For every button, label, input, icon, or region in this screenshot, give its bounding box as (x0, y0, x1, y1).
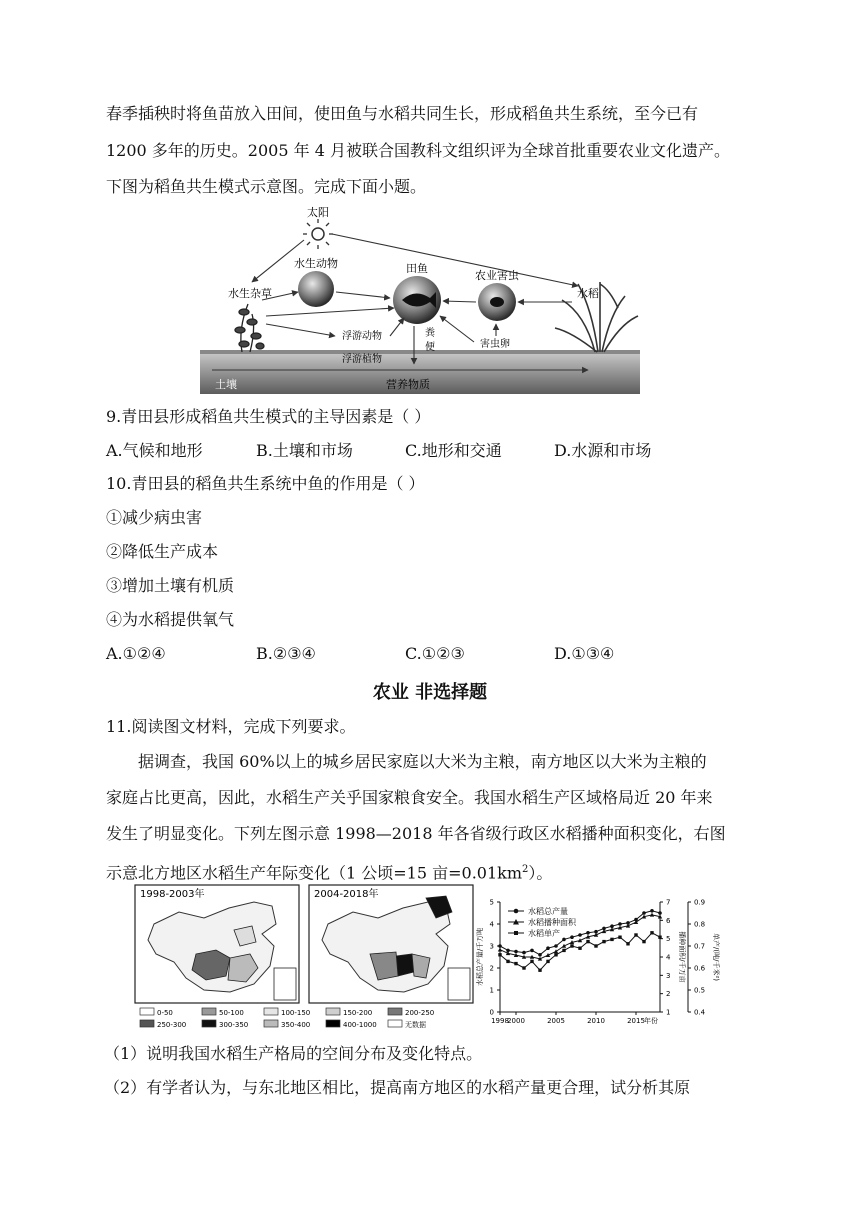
x-tick-label: 2010 (587, 1017, 605, 1025)
intro-line-1: 春季插秧时将鱼苗放入田间，使田鱼与水稻共同生长，形成稻鱼共生系统，至今已有 (106, 104, 699, 123)
q11-para-line-2: 家庭占比更高，因此，水稻生产关乎国家粮食安全。我国水稻生产区域格局近 20 年来 (106, 788, 713, 807)
q11-para-line-1: 据调查，我国 60%以上的城乡居民家庭以大米为主粮，南方地区以大米为主粮的 (138, 752, 707, 771)
section-heading: 农业 非选择题 (372, 682, 488, 703)
point-right (578, 947, 581, 950)
q10-option-b[interactable]: B.②③④ (256, 644, 316, 663)
map-legend (140, 1008, 434, 1029)
q10-item-4: ④为水稻提供氧气 (106, 610, 235, 629)
map-title-left: 1998-2003年 (140, 889, 205, 900)
rice-production-chart (474, 896, 720, 1030)
aquatic-animals-label: 水生动物 (294, 257, 338, 270)
middle-tick-label: 6 (666, 916, 671, 925)
point-right (562, 949, 565, 952)
right-tick-label: 0.5 (694, 986, 706, 995)
legend-7: 350-400 (281, 1021, 311, 1029)
q10-item-2: ②降低生产成本 (106, 542, 219, 561)
chart-series (498, 909, 662, 972)
point-right (602, 940, 605, 943)
pests-label: 农业害虫 (475, 269, 519, 282)
point-right (642, 940, 645, 943)
q11-para-line-4-text: 示意北方地区水稻生产年际变化（1 公顷=15 亩=0.01km (106, 863, 523, 883)
middle-tick-label: 7 (666, 898, 671, 907)
point-right (538, 969, 541, 972)
chart-legend-area: 水稻播种面积 (528, 918, 576, 927)
rice-fish-diagram (200, 204, 640, 394)
q11-para-line-4 (106, 859, 552, 884)
point-right (570, 944, 573, 947)
point-left (530, 949, 534, 953)
left-tick-label: 5 (489, 898, 494, 907)
left-tick-label: 3 (489, 942, 494, 951)
point-right (586, 940, 589, 943)
point-left (570, 935, 574, 939)
point-left (522, 951, 526, 955)
point-right (618, 936, 621, 939)
rice-label: 水稻 (577, 287, 599, 300)
chart-axes (475, 899, 720, 1026)
right-tick-label: 0.4 (694, 1008, 706, 1017)
q11-para-line-3: 发生了明显变化。下列左图示意 1998—2018 年各省级行政区水稻播种面积变化，右图 (106, 824, 726, 843)
point-left (538, 953, 542, 957)
sun-icon (303, 219, 333, 249)
point-left (650, 909, 654, 913)
point-middle (650, 913, 654, 917)
aquatic-animals-node (298, 271, 334, 307)
right-axis-title: 单产/(吨/千米²) (712, 933, 720, 981)
right-tick-label: 0.8 (694, 920, 706, 929)
point-left (554, 944, 558, 948)
point-right (658, 936, 661, 939)
point-left (618, 922, 622, 926)
bug-icon (490, 297, 504, 307)
middle-axis-title: 播种面积/千万亩 (678, 931, 686, 983)
q10-stem: 10.青田县的稻鱼共生系统中鱼的作用是（ ） (106, 474, 425, 493)
x-tick-label: 2015 (627, 1017, 645, 1025)
legend-5: 250-300 (157, 1021, 187, 1029)
point-right (506, 960, 509, 963)
point-right (626, 942, 629, 945)
q10-option-c[interactable]: C.①②③ (405, 644, 465, 663)
right-tick-label: 0.9 (694, 898, 706, 907)
superscript-2: 2 (522, 864, 529, 875)
middle-tick-label: 5 (666, 935, 671, 944)
q10-option-d[interactable]: D.①③④ (554, 644, 615, 663)
point-right (634, 933, 637, 936)
middle-tick-label: 4 (666, 953, 671, 962)
legend-4: 200-250 (405, 1009, 435, 1017)
q10-option-a[interactable]: A.①②④ (106, 644, 166, 663)
legend-marker-circle (514, 909, 519, 914)
legend-9: 无数据 (405, 1021, 426, 1029)
intro-line-2: 1200 多年的历史。2005 年 4 月被联合国教科文组织评为全球首批重要农业文化遗产。 (106, 141, 730, 160)
point-middle (498, 947, 502, 951)
q9-option-b[interactable]: B.土壤和市场 (256, 441, 353, 460)
chart-legend-total: 水稻总产量 (528, 907, 568, 916)
q9-option-d[interactable]: D.水源和市场 (554, 441, 652, 460)
middle-tick-label: 2 (666, 990, 671, 999)
point-left (546, 946, 550, 950)
point-left (514, 950, 518, 954)
legend-1: 50-100 (219, 1009, 244, 1017)
point-right (522, 966, 525, 969)
legend-6: 300-350 (219, 1021, 249, 1029)
point-left (498, 944, 502, 948)
legend-marker-square (514, 931, 518, 935)
x-tick-label: 2000 (507, 1017, 525, 1025)
point-left (586, 931, 590, 935)
right-tick-label: 0.7 (694, 942, 706, 951)
right-tick-label: 0.6 (694, 964, 706, 973)
legend-8: 400-1000 (343, 1021, 377, 1029)
weed-icon (235, 304, 264, 352)
nutrients-label: 营养物质 (386, 378, 430, 391)
q11-para-line-4-end: ）。 (528, 863, 553, 883)
middle-tick-label: 3 (666, 971, 671, 980)
legend-0: 0-50 (157, 1009, 173, 1017)
x-axis-title: 年份 (644, 1017, 658, 1025)
q9-option-c[interactable]: C.地形和交通 (405, 441, 502, 460)
rice-area-maps (134, 884, 474, 1030)
point-right (594, 944, 597, 947)
x-tick-label: 1998 (491, 1017, 509, 1025)
weeds-label: 水生杂草 (228, 287, 272, 300)
legend-3: 150-200 (343, 1009, 373, 1017)
field-fish-label: 田鱼 (406, 262, 428, 275)
x-tick-label: 2005 (547, 1017, 565, 1025)
point-left (578, 933, 582, 937)
left-axis-title: 水稻总产量/千万吨 (476, 927, 484, 987)
q9-stem: 9.青田县形成稻鱼共生模式的主导因素是（ ） (106, 407, 431, 426)
q9-option-a[interactable]: A.气候和地形 (106, 441, 203, 460)
left-tick-label: 0 (489, 1008, 494, 1017)
manure-label-2: 便 (425, 342, 435, 353)
chart-legend (508, 906, 577, 938)
middle-tick-label: 1 (666, 1008, 671, 1017)
point-left (642, 911, 646, 915)
point-right (546, 960, 549, 963)
sun-label: 太阳 (307, 206, 329, 219)
pest-eggs-label: 害虫卵 (480, 339, 510, 350)
q10-item-3: ③增加土壤有机质 (106, 576, 235, 595)
left-tick-label: 1 (489, 986, 494, 995)
point-left (658, 911, 662, 915)
zooplankton-label: 浮游动物 (342, 331, 382, 342)
intro-line-3: 下图为稻鱼共生模式示意图。完成下面小题。 (106, 177, 427, 196)
legend-2: 100-150 (281, 1009, 311, 1017)
map-title-right: 2004-2018年 (314, 889, 379, 900)
soil-label: 土壤 (215, 378, 237, 391)
point-right (554, 953, 557, 956)
point-right (498, 953, 501, 956)
point-right (514, 962, 517, 965)
q11-sub-2: （2）有学者认为，与东北地区相比，提高南方地区的水稻产量更合理，试分析其原 (104, 1078, 691, 1097)
q10-item-1: ①减少病虫害 (106, 508, 203, 527)
manure-label-1: 粪 (425, 328, 435, 339)
point-right (650, 931, 653, 934)
phytoplankton-label: 浮游植物 (342, 354, 382, 365)
point-right (530, 960, 533, 963)
q11-sub-1: （1）说明我国水稻生产格局的空间分布及变化特点。 (104, 1044, 483, 1063)
left-tick-label: 4 (489, 920, 494, 929)
chart-legend-yield: 水稻单产 (528, 929, 560, 938)
left-tick-label: 2 (489, 964, 494, 973)
point-left (562, 938, 566, 942)
q11-stem: 11.阅读图文材料，完成下列要求。 (106, 717, 356, 736)
point-right (610, 938, 613, 941)
